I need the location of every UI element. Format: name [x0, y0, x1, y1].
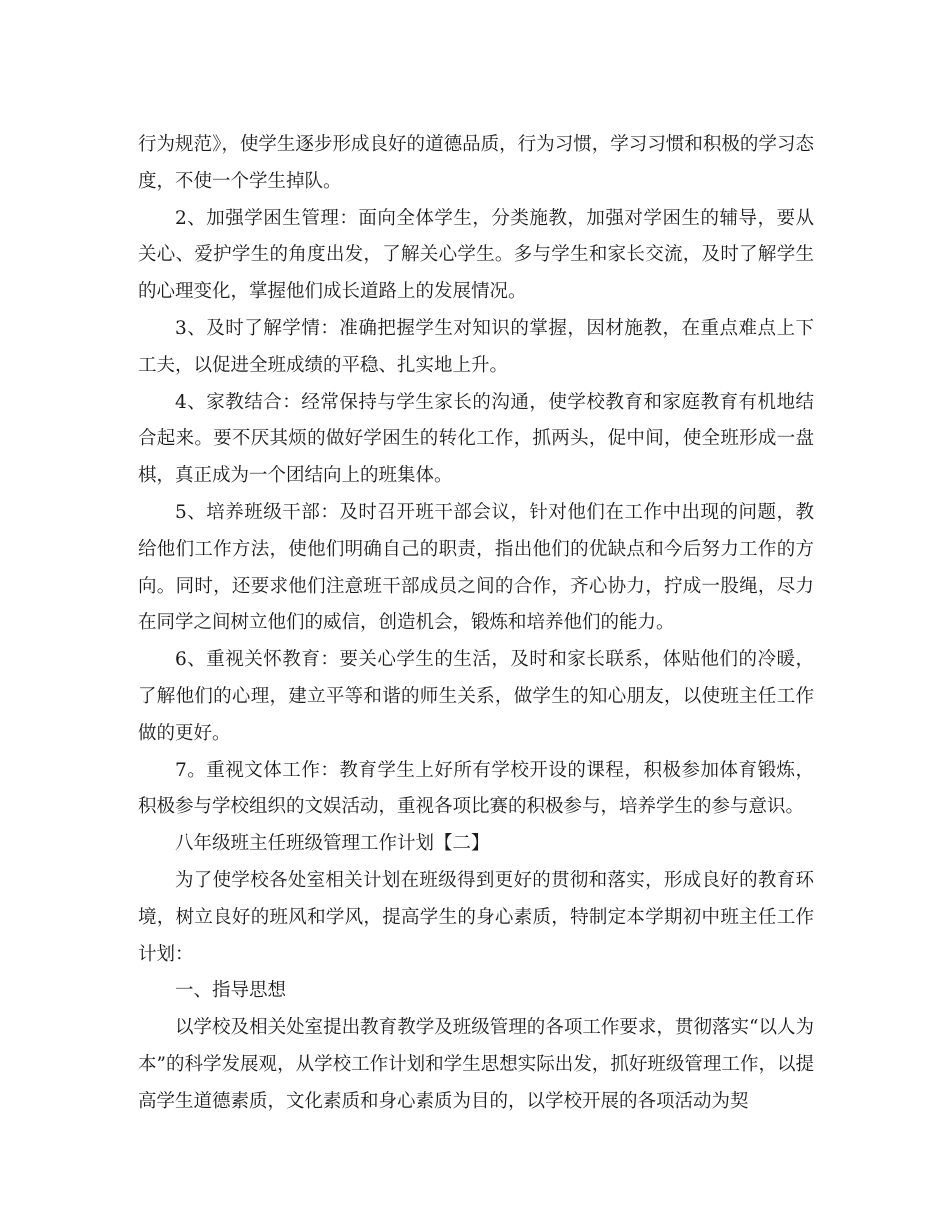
paragraph-struggling-students: 2、加强学困生管理：面向全体学生，分类施教，加强对学困生的辅导，要从关心、爱护学生的角度出发，了解关心学生。多与学生和家长交流，及时了解学生的心理变化，掌握他们成长道路上的发展情况。 — [138, 207, 814, 303]
paragraph-class-cadres: 5、培养班级干部：及时召开班干部会议，针对他们在工作中出现的问题，教给他们工作方法，使他们明确自己的职责，指出他们的优缺点和今后努力工作的方向。同时，还要求他们注意班干部成员之间的合作，齐心协力，拧成一股绳，尽力在同学之间树立他们的威信，创造机会，锻炼和培养他们的能力。 — [138, 501, 814, 634]
paragraph-home-school-cooperation: 4、家教结合：经常保持与学生家长的沟通，使学校教育和家庭教育有机地结合起来。要不厌其烦的做好学困生的转化工作，抓两头，促中间，使全班形成一盘棋，真正成为一个团结向上的班集体。 — [138, 391, 814, 487]
paragraph-sports-culture: 7。重视文体工作：教育学生上好所有学校开设的课程，积极参加体育锻炼，积极参与学校组织的文娱活动，重视各项比赛的积极参与，培养学生的参与意识。 — [138, 759, 814, 818]
paragraph-code-of-conduct-continuation: 行为规范》，使学生逐步形成良好的道德品质，行为习惯，学习习惯和积极的学习态度，不使一个学生掉队。 — [138, 134, 814, 192]
paragraph-learning-status: 3、及时了解学情：准确把握学生对知识的掌握，因材施教，在重点难点上下工夫，以促进全班成绩的平稳、扎实地上升。 — [138, 317, 814, 376]
paragraph-care-education: 6、重视关怀教育：要关心学生的生活，及时和家长联系，体贴他们的冷暖，了解他们的心理，建立平等和谐的师生关系，做学生的知心朋友，以使班主任工作做的更好。 — [138, 649, 814, 744]
section-heading-guiding-ideology: 一、指导思想 — [175, 980, 287, 1002]
paragraph-plan-intro: 为了使学校各处室相关计划在班级得到更好的贯彻和落实，形成良好的教育环境，树立良好的班风和学风，提高学生的身心素质，特制定本学期初中班主任工作计划： — [138, 869, 814, 965]
paragraph-guiding-ideology: 以学校及相关处室提出教育教学及班级管理的各项工作要求，贯彻落实“以人为本”的科学发展观，从学校工作计划和学生思想实际出发，抓好班级管理工作，以提高学生道德素质，文化素质和身心素质为目的，以学校开展的各项活动为契 — [138, 1017, 814, 1112]
document-body — [138, 127, 814, 1121]
section-heading-plan-two: 八年级班主任班级管理工作计划【二】 — [175, 833, 490, 855]
